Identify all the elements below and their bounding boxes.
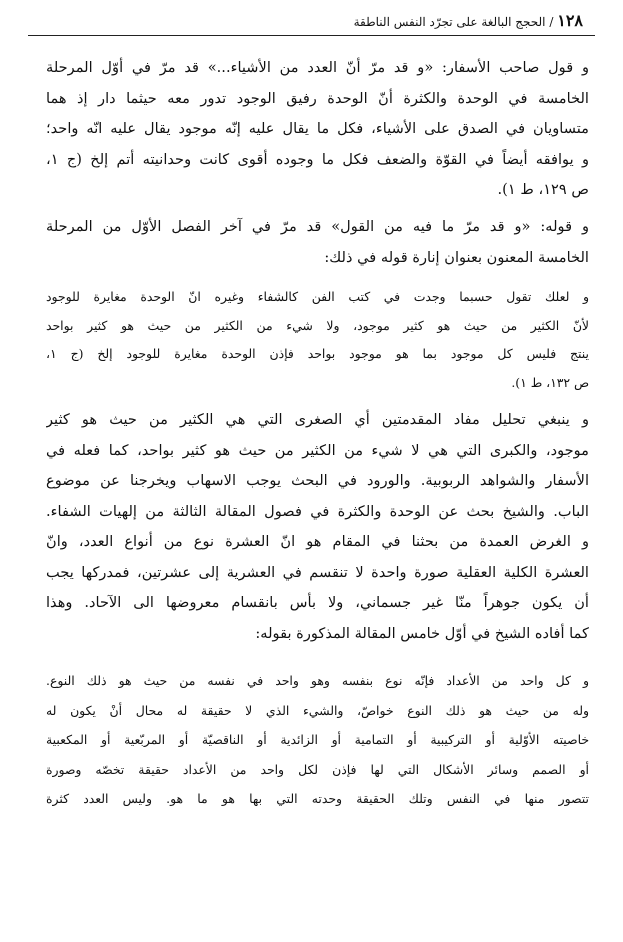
text-line: الخامسة المعنون بعنوان إنارة قوله في ذلك: — [324, 248, 589, 266]
header-separator: / — [549, 15, 554, 29]
block-quote-unity — [46, 283, 589, 397]
paragraph-analysis — [46, 405, 589, 649]
text-line: الباب. والشيخ بحث عن الوحدة والكثرة في فصول المقالة الثالثة من إلهيات الشفاء. — [46, 502, 589, 520]
running-header — [40, 8, 583, 34]
page-number: ١٢٨ — [557, 11, 583, 30]
quote-line: أو الصمم وسائر الأشكال التي لها فإذن لكل واحد من الأعداد حقيقة تخصّه وصورة — [46, 761, 589, 777]
text-line: و قوله: «و قد مرّ ما فيه من القول» قد مرّ في آخر الفصل الأوّل من المرحلة — [46, 218, 589, 235]
quote-line: تتصور منها في النفس وتلك الحقيقة وحدته التي بها هو ما هو. وليس العدد كثرة — [46, 791, 589, 807]
block-quote-numbers — [46, 666, 589, 814]
quote-line: خاصيته الأوّلية أو التركيبية أو التمامية أو الزائدية أو الناقصيّة أو المربّعية أو المكعبية — [46, 732, 589, 748]
text-line: كما أفاده الشيخ في أوّل خامس المقالة المذكورة بقوله: — [255, 624, 589, 642]
text-line: و قول صاحب الأسفار: «و قد مرّ أنّ العدد من الأشياء...» قد مرّ في أوّل المرحلة — [46, 59, 589, 76]
text-line: العشرة الكلية العقلية صورة واحدة لا تنقسم في العشرية إلى عشرتين، فمدركها يجب — [46, 563, 589, 581]
text-line: متساويان في الصدق على الأشياء، فكل ما يقال عليه إنّه موجود يقال عليه انّه واحد؛ — [46, 120, 589, 137]
quote-line: ينتج فليس كل موجود بما هو موجود بواحد فإذن الوحدة مغايرة للوجود إلخ (ج ١، — [46, 346, 589, 361]
quote-line: وله من حيث هو ذلك النوع خواصّ، والشيء الذي لا حقيقة له محال أنْ يكون له — [46, 702, 589, 718]
text-line: الأسفار والشواهد الربوبية. والورود في البحث يوجب الاسهاب ويخرجنا عن موضوع — [46, 472, 589, 489]
quote-line: و كل واحد من الأعداد فإنّه نوع بنفسه وهو واحد في نفسه من حيث هو ذلك النوع. — [46, 673, 589, 688]
quote-line: و لعلك تقول حسبما وجدت في كتب الفن كالشفاء وغيره انّ الوحدة مغايرة للوجود — [46, 289, 589, 304]
paragraph-his-saying — [46, 212, 589, 273]
text-line: موجود، والكبرى التي هي لا شيء من الكثير من حيث هو كثير بواحد، كما فعله في — [46, 441, 589, 459]
quote-line: لأنّ الكثير من حيث هو كثير موجود، ولا شيء من الكثير من حيث هو كثير بواحد — [46, 317, 589, 333]
text-line: ص ١٢٩، ط ١). — [497, 181, 589, 198]
text-line: أن يكون جوهراً منّا غير جسماني، ولا بأس بانقسام معروضها الى الآحاد. وهذا — [46, 594, 589, 611]
text-line: و ينبغي تحليل مفاد المقدمتين أي الصغرى التي هي الكثير من حيث هو كثير — [46, 411, 589, 428]
header-rule — [28, 35, 595, 36]
book-title: الحجج البالغة على تجرّد النفس الناطقة — [353, 15, 546, 29]
paragraph-asfar-quote — [46, 53, 589, 206]
quote-line: ص ١٣٢، ط ١). — [511, 374, 589, 390]
text-line: الخامسة في الوحدة والكثرة أنّ الوحدة رفيق الوجود تدور معه حيثما دار إذ هما — [46, 89, 589, 107]
text-line: و يوافقه أيضاً في القوّة والضعف فكل ما وجوده أقوى كانت وحدانيته أتم إلخ (ج ١، — [46, 150, 589, 168]
text-line: و الغرض العمدة من بحثنا في المقام هو انّ العشرة نوع من أنواع العدد، وانّ — [46, 533, 589, 550]
